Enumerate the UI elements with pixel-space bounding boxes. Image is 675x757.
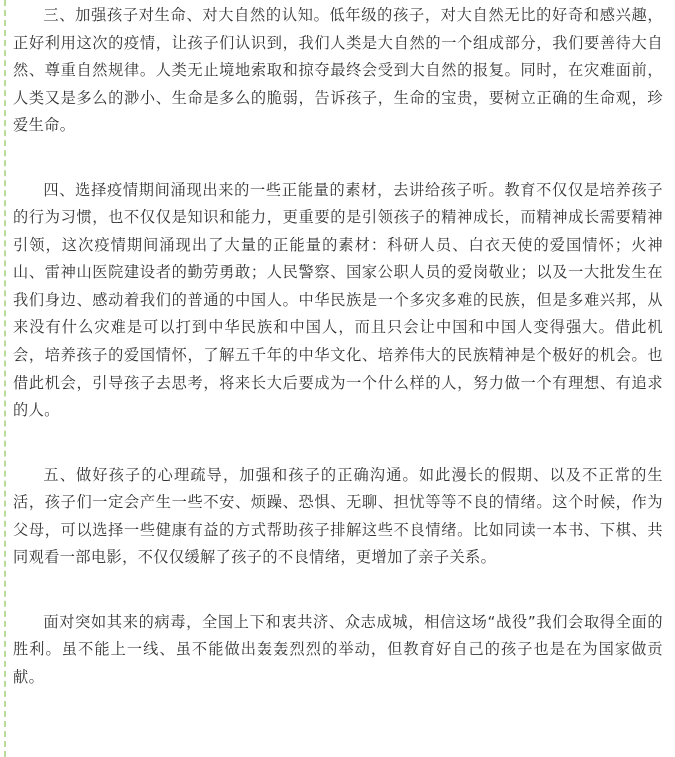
paragraph-3-life-and-nature: 三、加强孩子对生命、对大自然的认知。低年级的孩子，对大自然无比的好奇和感兴趣，正好利用这次的疫情，让孩子们认识到，我们人类是大自然的一个组成部分，我们要善待大自然、尊重自然规律。人类无止境地索取和掠夺最终会受到大自然的报复。同时，在灾难面前，人类又是多么的渺小、生命是多么的脆弱，告诉孩子，生命的宝贵，要树立正确的生命观，珍爱生命。 <box>13 6 663 135</box>
paragraph-4-positive-energy: 四、选择疫情期间涌现出来的一些正能量的素材，去讲给孩子听。教育不仅仅是培养孩子的行为习惯，也不仅仅是知识和能力，更重要的是引领孩子的精神成长，而精神成长需要精神引领，这次疫情期间涌现出了大量的正能量的素材：科研人员、白衣天使的爱国情怀；火神山、雷神山医院建设者的勤劳勇敢；人民警察、国家公职人员的爱岗敬业；以及一大批发生在我们身边、感动着我们的普通的中国人。中华民族是一个多灾多难的民族，但是多难兴邦，从来没有什么灾难是可以打到中华民族和中国人，而且只会让中国和中国人变得强大。借此机会，培养孩子的爱国情怀，了解五千年的中华文化、培养伟大的民族精神是个极好的机会。也借此机会，引导孩子去思考，将来长大后要成为一个什么样的人，努力做一个有理想、有追求的人。 <box>13 180 663 420</box>
paragraph-conclusion: 面对突如其来的病毒，全国上下和衷共济、众志成城，相信这场“战役”我们会取得全面的胜利。虽不能上一线、虽不能做出轰轰烈烈的举动，但教育好自己的孩子也是在为国家做贡献。 <box>13 612 663 686</box>
dashed-left-border <box>4 0 6 757</box>
paragraph-5-psychological-guidance: 五、做好孩子的心理疏导，加强和孩子的正确沟通。如此漫长的假期、以及不正常的生活，孩子们一定会产生一些不安、烦躁、恐惧、无聊、担忧等等不良的情绪。这个时候，作为父母，可以选择一些健康有益的方式帮助孩子排解这些不良情绪。比如同读一本书、下棋、共同观看一部电影，不仅仅缓解了孩子的不良情绪，更增加了亲子关系。 <box>13 465 663 567</box>
